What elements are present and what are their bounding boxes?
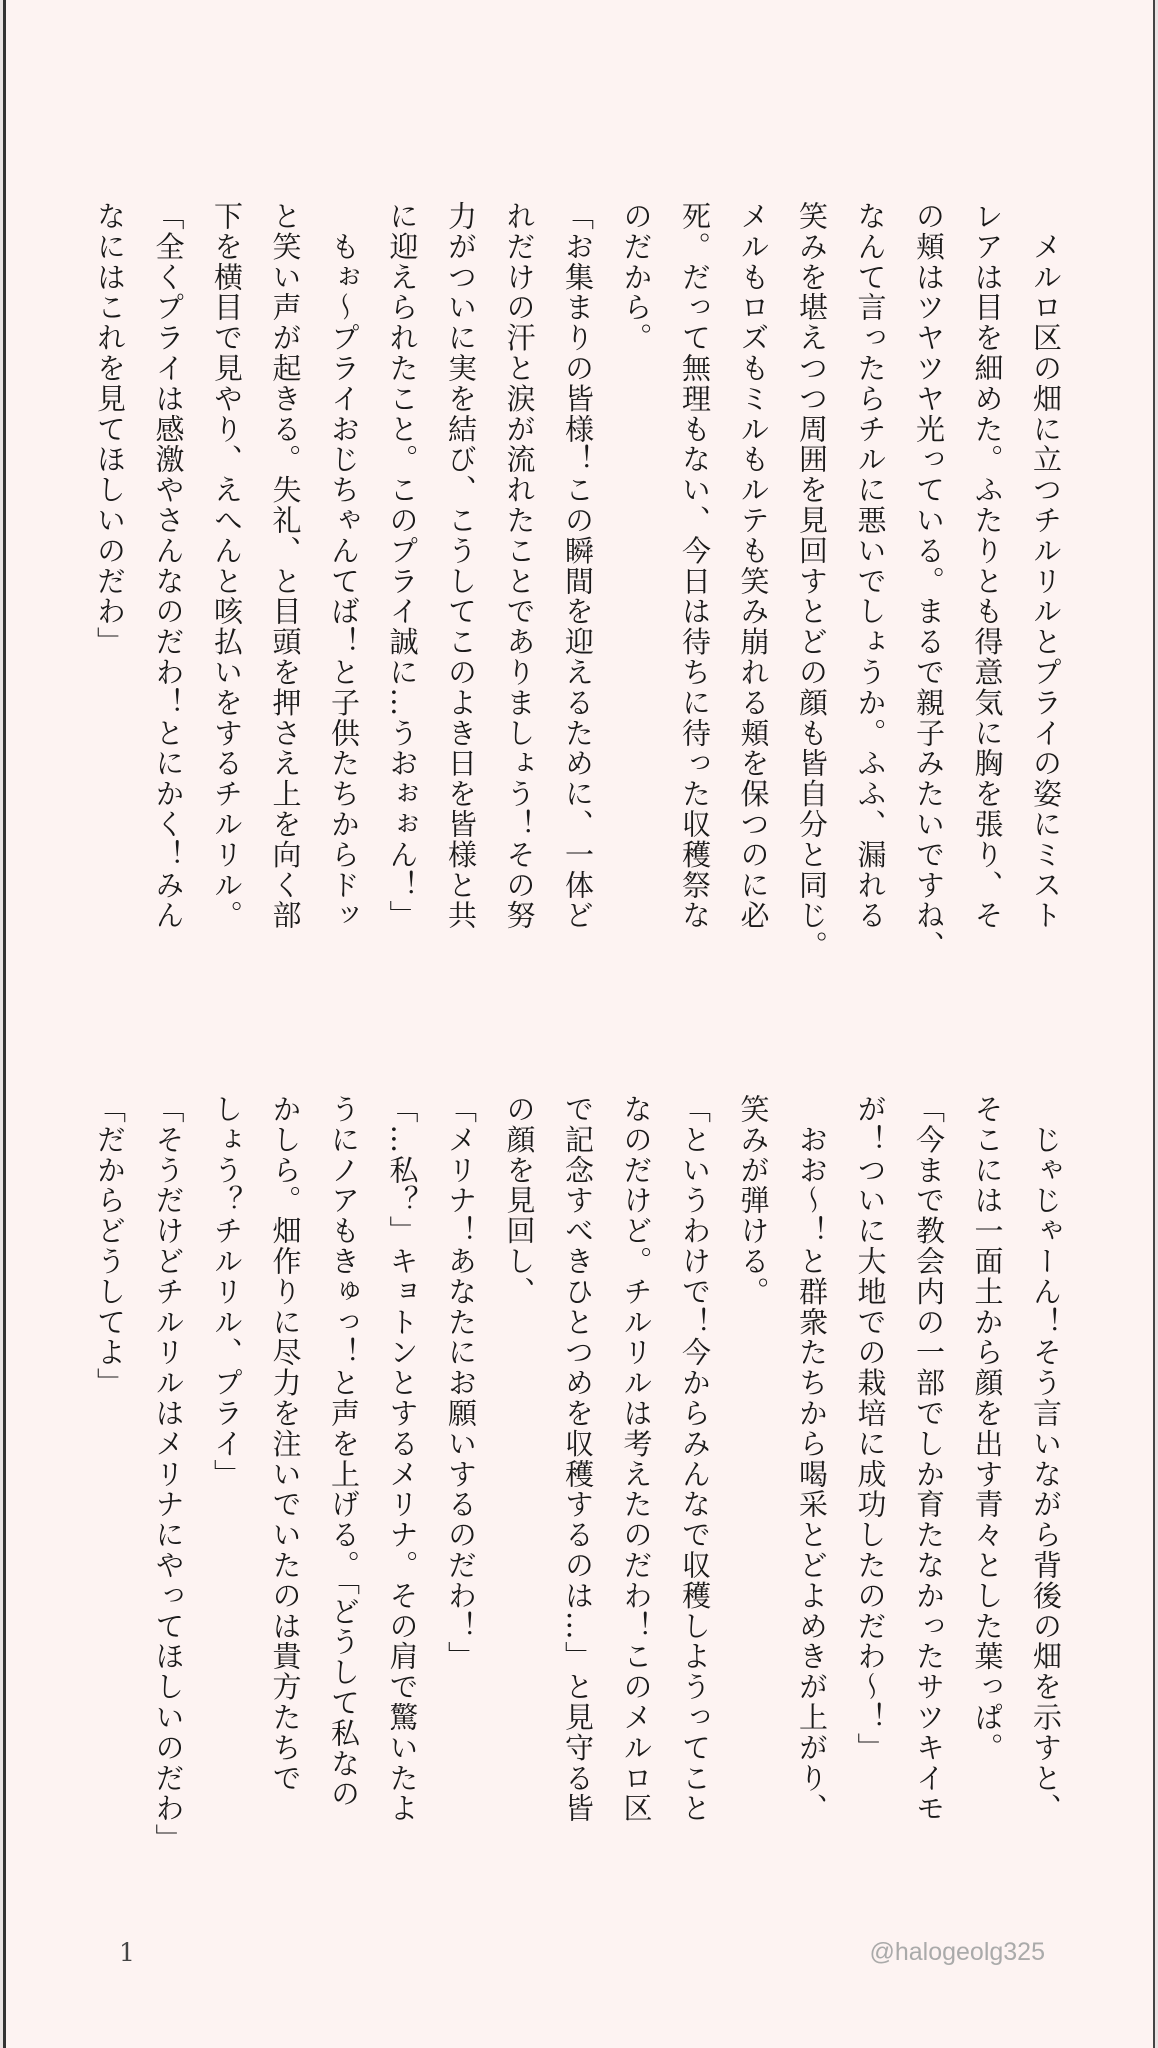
text-block-top — [81, 201, 1076, 981]
text-line: じゃじゃーん！そう言いながら背後の畑を示すと、 — [1029, 1094, 1063, 1824]
text-line: に迎えられたこと。このプライ誠に…うおぉぉん！」 — [385, 201, 420, 931]
text-line: が！ついに大地での栽培に成功したのだわ〜！」 — [853, 1094, 888, 1763]
text-line: うにノアもきゅっ！と声を上げる。「どうして私なの — [327, 1094, 361, 1810]
text-line: なのだけど。チルリルは考えたのだわ！このメルロ区 — [619, 1094, 654, 1824]
text-line: 笑みを堪えつつ周囲を見回すとどの顔も皆自分と同じ。 — [795, 201, 829, 961]
text-line: なにはこれを見てほしいのだわ」 — [93, 201, 127, 657]
text-line: のだから。 — [619, 201, 654, 353]
text-line: おお〜！と群衆たちから喝采とどよめきが上がり、 — [795, 1094, 829, 1824]
page-number: 1 — [119, 1938, 135, 1967]
text-line: かしら。畑作りに尽力を注いでいたのは貴方たちで — [268, 1094, 303, 1794]
text-line: れだけの汗と涙が流れたことでありましょう！その努 — [502, 201, 537, 931]
text-line: 下を横目で見やり、えへんと咳払いをするチルリル。 — [210, 201, 244, 931]
text-line: そこには一面土から顔を出す青々とした葉っぱ。 — [970, 1094, 1005, 1763]
text-block-bottom — [81, 1094, 1076, 1874]
novel-page — [3, 0, 1155, 2048]
text-line: 「だからどうしてよ」 — [93, 1094, 127, 1398]
text-line: メルロ区の畑に立つチルリルとプライの姿にミスト — [1029, 201, 1063, 931]
text-line: と笑い声が起きる。失礼、と目頭を押さえ上を向く部 — [268, 201, 303, 931]
text-line: 「全くプライは感激やさんなのだわ！とにかく！みん — [151, 201, 186, 931]
text-line: 「というわけで！今からみんなで収穫しようってこと — [678, 1094, 712, 1824]
text-line: 力がついに実を結び、こうしてこのよき日を皆様と共 — [444, 201, 478, 931]
text-line: 死。だって無理もない、今日は待ちに待った収穫祭な — [678, 201, 712, 931]
text-line: もぉ〜プライおじちゃんてば！と子供たちからドッ — [327, 201, 361, 931]
text-line: 笑みが弾ける。 — [736, 1094, 771, 1307]
text-line: 「今まで教会内の一部でしか育たなかったサツキイモ — [912, 1094, 946, 1824]
text-line: で記念すべきひとつめを収穫するのは…」と見守る皆 — [561, 1094, 595, 1824]
text-line: しょう？チルリル、プライ」 — [210, 1094, 244, 1490]
text-line: 「そうだけどチルリルはメリナにやってほしいのだわ」 — [151, 1094, 186, 1854]
text-line: 「メリナ！あなたにお願いするのだわ！」 — [444, 1094, 478, 1672]
text-line: なんて言ったらチルに悪いでしょうか。ふふ、漏れる — [853, 201, 888, 931]
text-line: レアは目を細めた。ふたりとも得意気に胸を張り、そ — [970, 201, 1005, 931]
text-line: の顔を見回し、 — [502, 1094, 537, 1307]
author-credit: @halogeolg325 — [869, 1938, 1045, 1966]
text-line: メルもロズもミルもルテも笑み崩れる頬を保つのに必 — [736, 201, 771, 931]
text-line: 「お集まりの皆様！この瞬間を迎えるために、一体ど — [561, 201, 595, 931]
text-line: 「…私？」キョトンとするメリナ。その肩で驚いたよ — [385, 1094, 420, 1824]
text-line: の頬はツヤツヤ光っている。まるで親子みたいですね、 — [912, 201, 946, 961]
